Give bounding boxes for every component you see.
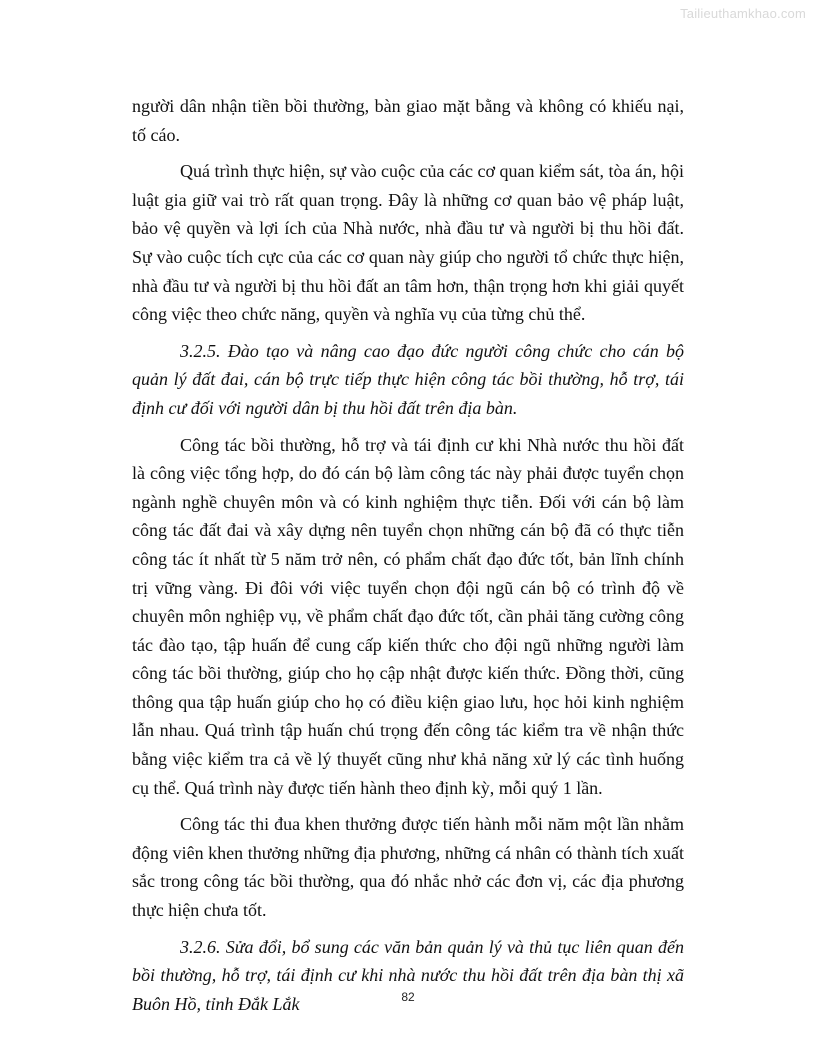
section-heading-3-2-6: 3.2.6. Sửa đổi, bổ sung các văn bản quản lý và thủ tục liên quan đến bồi thường, hỗ trợ, tái định cư khi nhà nước thu hồi đất trên địa bàn thị xã Buôn Hồ, tỉnh Đắk Lắk: [132, 936, 684, 1014]
paragraph-continuation: người dân nhận tiền bồi thường, bàn giao mặt bằng và không có khiếu nại, tố cáo.: [132, 96, 684, 145]
page-number: 82: [401, 990, 415, 1004]
paragraph-oversight-agencies: Quá trình thực hiện, sự vào cuộc của các cơ quan kiểm sát, tòa án, hội luật gia giữ vai trò rất quan trọng. Đây là những cơ quan bảo vệ pháp luật, bảo vệ quyền và lợi ích của Nhà nước, nhà đầu tư và người bị thu hồi đất. Sự vào cuộc tích cực của các cơ quan này giúp cho người tổ chức thực hiện, nhà đầu tư và người bị thu hồi đất an tâm hơn, thận trọng hơn khi giải quyết công việc theo chức năng, quyền và nghĩa vụ của từng chủ thể.: [132, 161, 684, 325]
document-body: [132, 92, 684, 1026]
paragraph-staff-training: Công tác bồi thường, hỗ trợ và tái định cư khi Nhà nước thu hồi đất là công việc tổng hợp, do đó cán bộ làm công tác này phải được tuyển chọn ngành nghề chuyên môn và có kinh nghiệm thực tiễn. Đối với cán bộ làm công tác đất đai và xây dựng nên tuyển chọn những cán bộ đã có thực tiễn công tác ít nhất từ 5 năm trở nên, có phẩm chất đạo đức tốt, bản lĩnh chính trị vững vàng. Đi đôi với việc tuyển chọn đội ngũ cán bộ có trình độ về chuyên môn nghiệp vụ, về phẩm chất đạo đức tốt, cần phải tăng cường công tác đào tạo, tập huấn để cung cấp kiến thức cho đội ngũ những người làm công tác bồi thường, giúp cho họ cập nhật được kiến thức. Đồng thời, cũng thông qua tập huấn giúp cho họ có điều kiện giao lưu, học hỏi kinh nghiệm lẫn nhau. Quá trình tập huấn chú trọng đến công tác kiểm tra về nhận thức bằng việc kiểm tra cả về lý thuyết cũng như khả năng xử lý các tình huống cụ thể. Quá trình này được tiến hành theo định kỳ, mỗi quý 1 lần.: [132, 434, 684, 798]
watermark: Tailieuthamkhao.com: [680, 6, 806, 21]
section-heading-3-2-5: 3.2.5. Đào tạo và nâng cao đạo đức người công chức cho cán bộ quản lý đất đai, cán bộ trực tiếp thực hiện công tác bồi thường, hỗ trợ, tái định cư đối với người dân bị thu hồi đất trên địa bàn.: [132, 340, 684, 418]
paragraph-emulation-rewards: Công tác thi đua khen thưởng được tiến hành mỗi năm một lần nhằm động viên khen thưởng những địa phương, những cá nhân có thành tích xuất sắc trong công tác bồi thường, qua đó nhắc nhở các đơn vị, các địa phương thực hiện chưa tốt.: [132, 814, 684, 921]
